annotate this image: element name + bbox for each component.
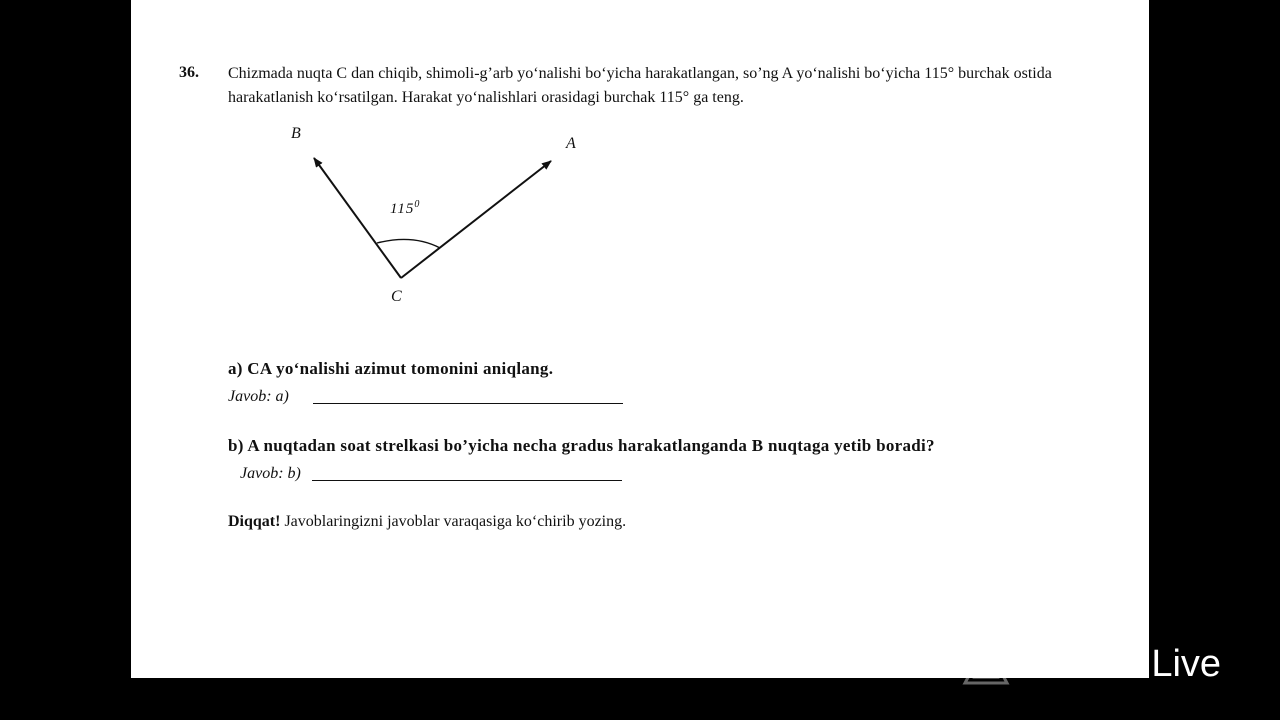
- ray-cb: [314, 158, 401, 278]
- part-b-answer-line[interactable]: [312, 480, 622, 481]
- label-c: C: [391, 288, 402, 305]
- prism-live-watermark: [962, 640, 1221, 688]
- label-a: A: [566, 135, 576, 152]
- angle-degree: 0: [414, 199, 421, 210]
- part-b-answer-label: Javob: b): [240, 465, 301, 482]
- ray-ca: [401, 161, 551, 278]
- angle-label: [390, 199, 420, 217]
- part-a-answer-line[interactable]: [313, 403, 623, 404]
- question-text: Chizmada nuqta C dan chiqib, shimoli-g’arb yo‘nalishi bo‘yicha harakatlangan, so’ng A yo‘nalishi bo‘yicha 115° burchak ostida harakatlanish ko‘rsatilgan. Harakat yo‘nalishlari orasidagi burchak 115° ga teng.: [228, 65, 1052, 106]
- part-b-question: b) A nuqtadan soat strelkasi bo’yicha necha gradus harakatlanganda B nuqtaga yetib boradi?: [228, 436, 935, 455]
- angle-value: 115: [390, 201, 415, 217]
- attention-label: Diqqat!: [228, 513, 281, 530]
- angle-diagram: [131, 0, 1149, 678]
- angle-arc: [377, 239, 440, 248]
- watermark-live: Live: [1151, 642, 1222, 685]
- watermark-brand: PRISM: [1018, 642, 1144, 685]
- question-number: 36.: [179, 64, 199, 81]
- label-b: B: [291, 125, 301, 142]
- prism-triangle-icon: [962, 640, 1010, 688]
- attention-text: Javoblaringizni javoblar varaqasiga ko‘chirib yozing.: [280, 513, 627, 530]
- part-a-answer-label: Javob: a): [228, 388, 289, 405]
- part-a-question: a) CA yo‘nalishi azimut tomonini aniqlang.: [228, 359, 554, 378]
- attention-note: [228, 513, 626, 531]
- worksheet-page: [131, 0, 1149, 678]
